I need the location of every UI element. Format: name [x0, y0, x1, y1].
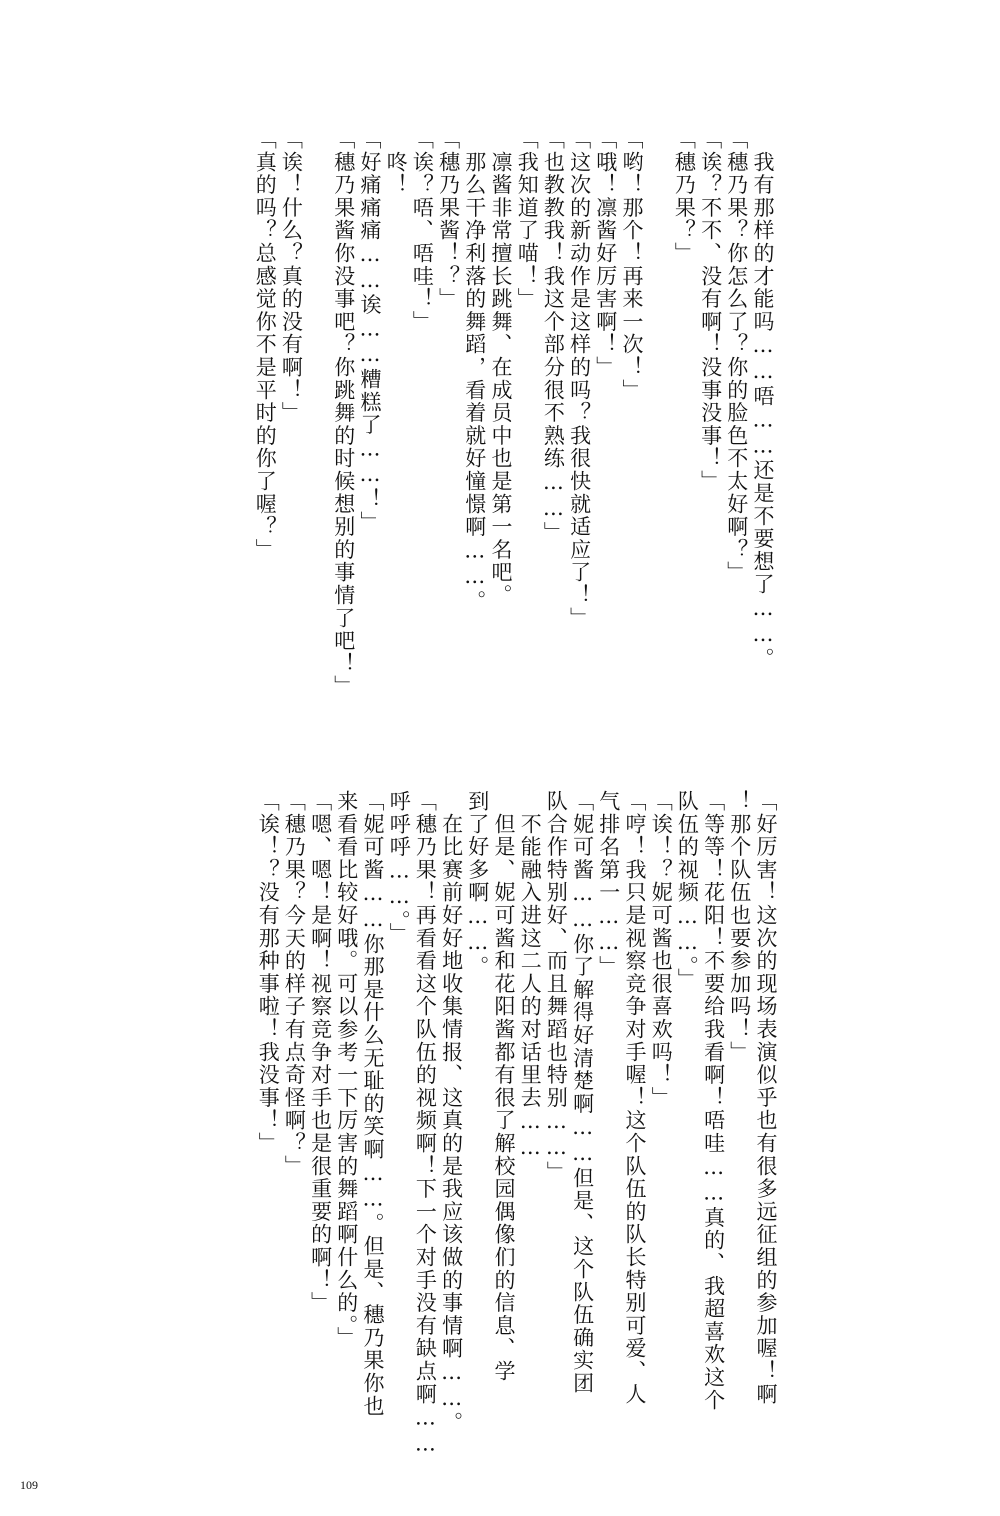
text-column: 在比赛前好好地收集情报、这真的是我应该做的事情啊……。 [439, 790, 464, 1435]
text-column: 「妮可酱……你那是什么无耻的笑啊……。但是、穗乃果你也 [361, 790, 385, 1418]
text-column: 「哼！我只是视察竞争对手喔！这个队伍的队长特别可爱、人 [623, 790, 647, 1406]
text-column: 凛酱非常擅长跳舞、在成员中也是第一名吧。 [489, 128, 513, 607]
text-column: 那么干净利落的舞蹈，看着就好憧憬啊……。 [462, 128, 487, 613]
text-column: 「嗯、嗯！是啊！视察竞争对手也是很重要的啊！」 [308, 790, 333, 1315]
text-column: 队合作特别好、而且舞蹈也特别……」 [544, 790, 569, 1184]
text-column: 「哟！那个！再来一次！」 [620, 128, 644, 402]
text-column: 「穗乃果？」 [672, 128, 697, 265]
text-column: 气排名第一……」 [596, 790, 621, 979]
text-column: 呼呼呼……。」 [387, 790, 412, 946]
text-column: 「哦！凛酱好厉害啊！」 [593, 128, 618, 379]
page-number: 109 [20, 1478, 38, 1492]
text-column: 「这次的新动作是这样的吗？我很快就适应了！」 [567, 128, 592, 630]
text-column: 「妮可酱……你了解得好清楚啊……但是、这个队伍确实团 [570, 790, 595, 1395]
text-column: 队伍的视频……。」 [675, 790, 700, 991]
text-column: 「诶！？妮可酱也很喜欢吗！」 [649, 790, 674, 1110]
text-column: 不能融入进这二人的对话里去…… [518, 790, 543, 1161]
text-column: 「诶？不不、没有啊！没事没事！」 [698, 128, 723, 493]
text-column: 「穗乃果？今天的样子有点奇怪啊？」 [282, 790, 307, 1178]
text-column: 「等等！花阳！不要给我看啊！唔哇……真的、我超喜欢这个 [701, 790, 726, 1412]
text-column: 「穗乃果！再看看这个队伍的视频啊！下一个对手没有缺点啊…… [413, 790, 438, 1458]
text-column: 「穗乃果酱！？」 [436, 128, 461, 311]
text-column: 我有那样的才能吗……唔……还是不要想了……。 [751, 128, 775, 671]
text-column: 「穗乃果酱你没事吧？你跳舞的时候想别的事情了吧！」 [331, 128, 356, 698]
text-column: 来看看比较好哦。可以参考一下厉害的舞蹈啊什么的。」 [334, 790, 359, 1350]
text-column: 但是、妮可酱和花阳酱都有很了解校园偶像们的信息、学 [492, 790, 516, 1383]
text-column: 「也教教我！我这个部分很不熟练……」 [541, 128, 566, 545]
text-column: 「诶！什么？真的没有啊！」 [279, 128, 304, 425]
text-column: 到了好多啊……。 [465, 790, 490, 979]
text-column: 「好厉害！这次的现场表演似乎也有很多远征组的参加喔！啊 [754, 790, 778, 1406]
text-column: 咚！ [384, 128, 409, 197]
text-column: 「诶！？没有那种事啦！我没事！」 [256, 790, 281, 1155]
text-column: 「我知道了喵！」 [515, 128, 540, 311]
text-column: 「诶？唔、唔哇！」 [410, 128, 435, 334]
text-column: ！那个队伍也要参加吗！」 [727, 790, 752, 1064]
text-column: 「好痛痛痛……诶……糟糕了……！」 [358, 128, 382, 534]
text-column: 「真的吗？总感觉你不是平时的你了喔？」 [253, 128, 278, 562]
text-column: 「穗乃果？你怎么了？你的脸色不太好啊？」 [724, 128, 749, 584]
